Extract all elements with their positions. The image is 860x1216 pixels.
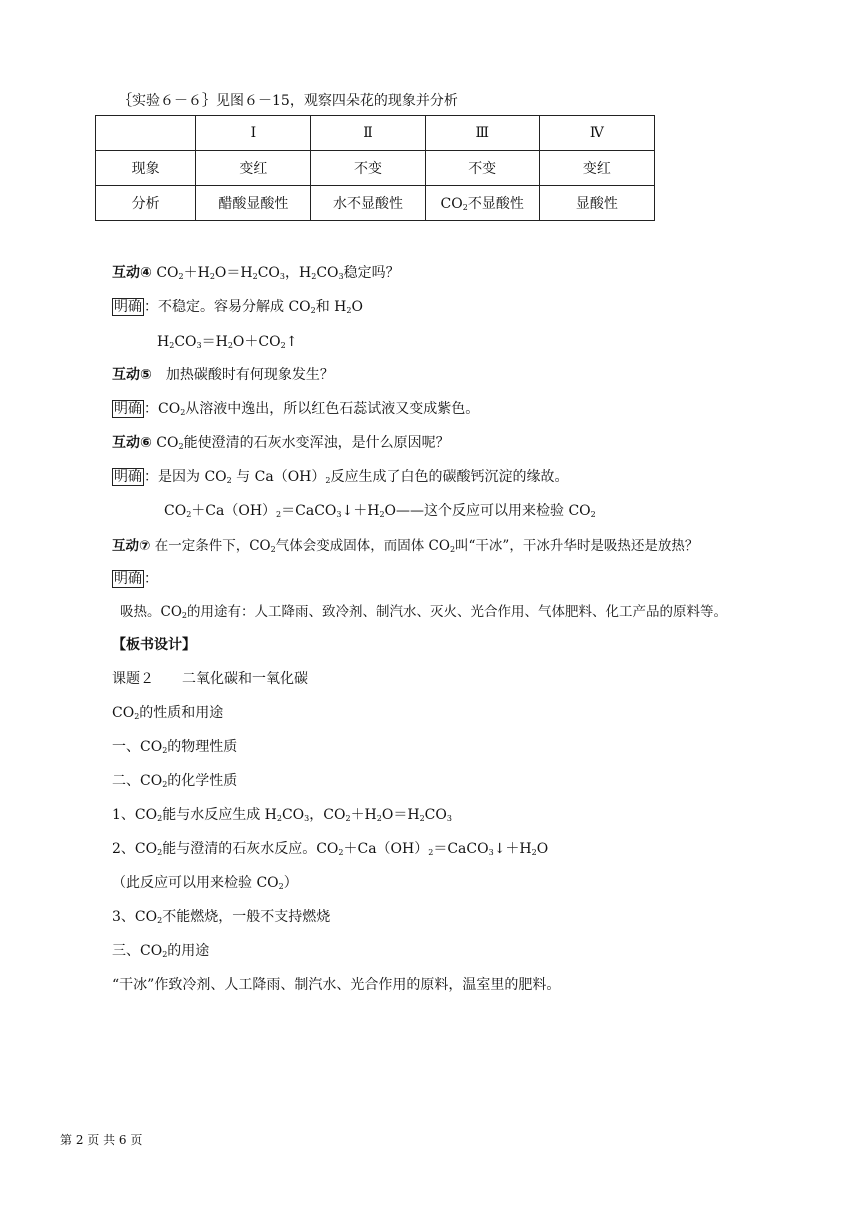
row-label: 现象 <box>96 151 196 186</box>
lesson-title: 课题２ 二氧化碳和一氧化碳 <box>112 671 308 687</box>
answer-6: 明确 ：是因为 $CO_2$ 与 $Ca(OH)_2$反应生成了白色的碳酸钙沉淀的缘故。 <box>114 469 569 485</box>
row-label: 分析 <box>96 186 196 221</box>
table-cell: 水不显酸性 <box>311 186 425 221</box>
experiment-table <box>95 115 655 221</box>
answer-5: 明确 ：$CO_2$从溶液中逸出，所以红色石蕊试液又变成紫色。 <box>114 401 480 417</box>
table-header-cell <box>96 116 196 151</box>
interaction-5-question: 互动⑤ 加热碳酸时有何现象发生？ <box>112 367 334 383</box>
mingque-label: 明确 <box>114 571 142 587</box>
table-cell: 醋酸显酸性 <box>196 186 311 221</box>
board-line: 1、$CO_2$能与水反应生成 $H_2CO_3$，$CO_2+H_2O=H_2CO_3$ <box>112 807 452 823</box>
board-line: $CO_2$的性质和用途 <box>112 705 224 721</box>
interaction-7-question: 互动⑦ 在一定条件下，$CO_2$气体会变成固体，而固体 $CO_2$叫“干冰”，干冰升华时是吸热还是放热？ <box>112 538 699 554</box>
board-line: 三、$CO_2$的用途 <box>112 943 210 959</box>
page-footer: 第 2 页 共 6 页 <box>60 1133 143 1147</box>
equation-4: $H_2CO_3=H_2O+CO_2↑$ <box>157 334 298 350</box>
table-row <box>96 151 655 186</box>
mingque-label: 明确 <box>114 299 142 315</box>
interaction-4-question: 互动④ $CO_2+H_2O=H_2CO_3$，$H_2CO_3$稳定吗？ <box>112 265 400 281</box>
board-line: 二、$CO_2$的化学性质 <box>112 773 238 789</box>
table-header-cell: Ⅱ <box>311 116 425 151</box>
table-header-cell: Ⅰ <box>196 116 311 151</box>
board-line: 2、$CO_2$能与澄清的石灰水反应。$CO_2+Ca(OH)_2=CaCO_3↓+H_2O$ <box>112 841 549 857</box>
answer-7: 吸热。$CO_2$的用途有：人工降雨、致冷剂、制汽水、灭火、光合作用、气体肥料、化工产品的原料等。 <box>120 604 727 620</box>
board-line: 一、$CO_2$的物理性质 <box>112 739 238 755</box>
equation-6: $CO_2+Ca(OH)_2=CaCO_3↓+H_2O——$这个反应可以用来检验 $CO_2$ <box>164 503 596 519</box>
answer-7-label: 明确 ： <box>114 571 158 587</box>
table-cell: 不变 <box>425 151 539 186</box>
board-line: （此反应可以用来检验 $CO_2$） <box>112 875 298 891</box>
table-cell: 变红 <box>539 151 654 186</box>
table-cell: 不变 <box>311 151 425 186</box>
table-row <box>96 186 655 221</box>
board-line: “干冰”作致冷剂、人工降雨、制汽水、光合作用的原料，温室里的肥料。 <box>112 977 561 993</box>
mingque-label: 明确 <box>114 469 142 485</box>
formula: $CO_2$不显酸性 <box>440 196 524 212</box>
table-header-row <box>96 116 655 151</box>
board-design-title: 【板书设计】 <box>112 637 196 653</box>
table-cell: 显酸性 <box>539 186 654 221</box>
table-header-cell: Ⅳ <box>539 116 654 151</box>
mingque-label: 明确 <box>114 401 142 417</box>
table-cell: 变红 <box>196 151 311 186</box>
table-header-cell: Ⅲ <box>425 116 539 151</box>
answer-4: 明确 ：不稳定。容易分解成 $CO_2$和 $H_2O$ <box>114 299 363 315</box>
table-cell <box>425 186 539 221</box>
interaction-6-question: 互动⑥ $CO_2$能使澄清的石灰水变浑浊，是什么原因呢？ <box>112 435 450 451</box>
board-line: 3、$CO_2$不能燃烧，一般不支持燃烧 <box>112 909 331 925</box>
experiment-title: ｛实验６－６｝见图６－15，观察四朵花的现象并分析 <box>118 93 458 109</box>
